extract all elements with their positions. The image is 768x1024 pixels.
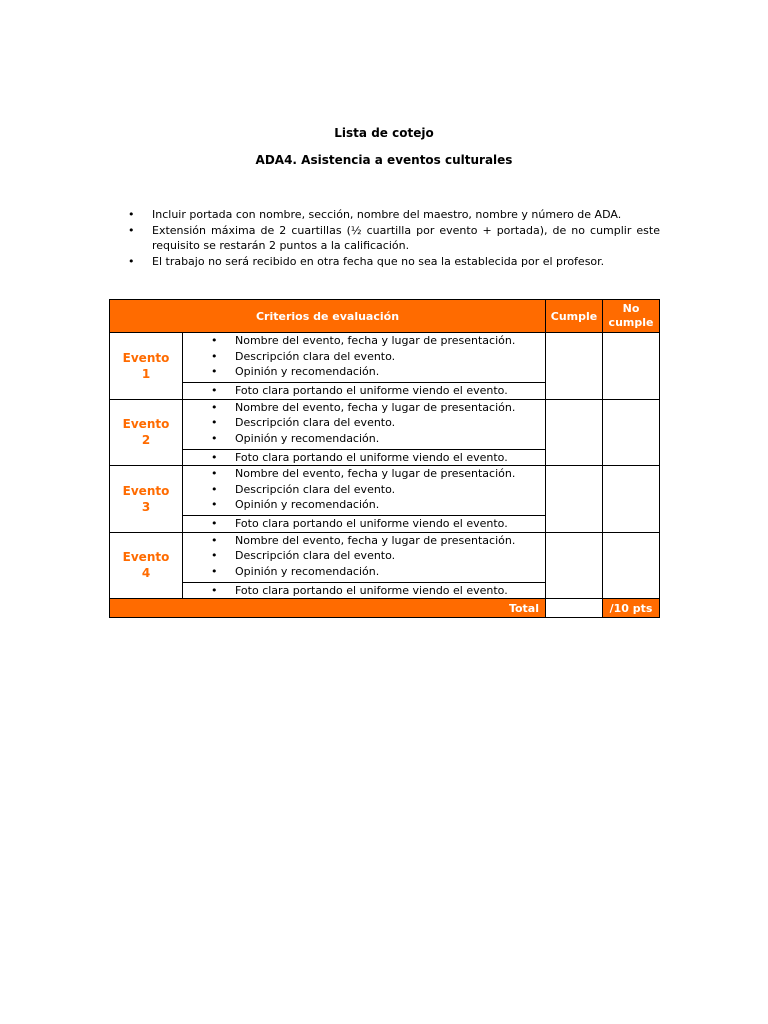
no-cumple-cell[interactable] [603,399,660,466]
bullet-icon: • [211,384,218,397]
no-cumple-cell[interactable] [603,466,660,533]
header-cumple: Cumple [546,300,603,333]
criteria-cell: • Foto clara portando el uniforme viendo el evento. [183,449,546,466]
bullet-icon: • [211,498,218,511]
bullet-icon: • [211,564,218,578]
bullet-icon: • [211,416,218,429]
event-label: Evento 3 [110,466,183,533]
event-label: Evento 2 [110,399,183,466]
bullet-icon: • [211,334,218,347]
requirement-item: • Extensión máxima de 2 cuartillas (½ cuartilla por evento + portada), de no cumplir este requisito se restarán 2 puntos a la calificación. [128,223,660,252]
table-row [110,399,660,449]
document-subtitle: ADA4. Asistencia a eventos culturales [255,153,513,167]
criteria-cell: • Foto clara portando el uniforme viendo el evento. [183,383,546,400]
criteria-cell: • Foto clara portando el uniforme viendo el evento. [183,516,546,533]
requirement-item: • El trabajo no será recibido en otra fecha que no sea la establecida por el profesor. [128,254,605,268]
bullet-icon: • [128,223,135,237]
event-label: Evento 1 [110,333,183,400]
bullet-icon: • [211,467,218,480]
total-label: Total [110,599,546,618]
bullet-icon: • [211,482,218,496]
bullet-icon: • [211,450,218,464]
cumple-cell[interactable] [546,399,603,466]
bullet-icon: • [211,549,218,562]
cumple-cell[interactable] [546,333,603,400]
table-row [110,333,660,383]
event-label: Evento 4 [110,532,183,599]
criteria-cell: • Nombre del evento, fecha y lugar de presentación. • Descripción clara del evento. • Opinión y recomendación. [183,466,546,516]
requirements-list [128,207,660,269]
bullet-icon: • [211,583,218,597]
bullet-icon: • [211,400,218,414]
bullet-icon: • [211,517,218,530]
table-row [110,532,660,582]
table-row [110,466,660,516]
bullet-icon: • [211,533,218,547]
requirement-item: • Incluir portada con nombre, sección, nombre del maestro, nombre y número de ADA. [128,208,622,221]
header-no-cumple: No cumple [603,300,660,333]
bullet-icon: • [211,365,218,378]
criteria-cell: • Nombre del evento, fecha y lugar de presentación. • Descripción clara del evento. • Opinión y recomendación. [183,399,546,449]
cumple-cell[interactable] [546,532,603,599]
bullet-icon: • [211,349,218,363]
bullet-icon: • [128,208,135,221]
criteria-cell: • Nombre del evento, fecha y lugar de presentación. • Descripción clara del evento. • Opinión y recomendación. [183,333,546,383]
total-row [110,599,660,618]
evaluation-table [109,299,660,618]
document-title: Lista de cotejo [334,126,434,140]
header-criteria: Criterios de evaluación [110,300,546,333]
bullet-icon: • [211,431,218,445]
cumple-cell[interactable] [546,466,603,533]
bullet-icon: • [128,254,135,268]
criteria-cell: • Nombre del evento, fecha y lugar de presentación. • Descripción clara del evento. • Opinión y recomendación. [183,532,546,582]
no-cumple-cell[interactable] [603,333,660,400]
no-cumple-cell[interactable] [603,532,660,599]
criteria-cell: • Foto clara portando el uniforme viendo el evento. [183,582,546,599]
total-cumple-cell[interactable] [546,599,603,618]
total-points: /10 pts [603,599,660,618]
